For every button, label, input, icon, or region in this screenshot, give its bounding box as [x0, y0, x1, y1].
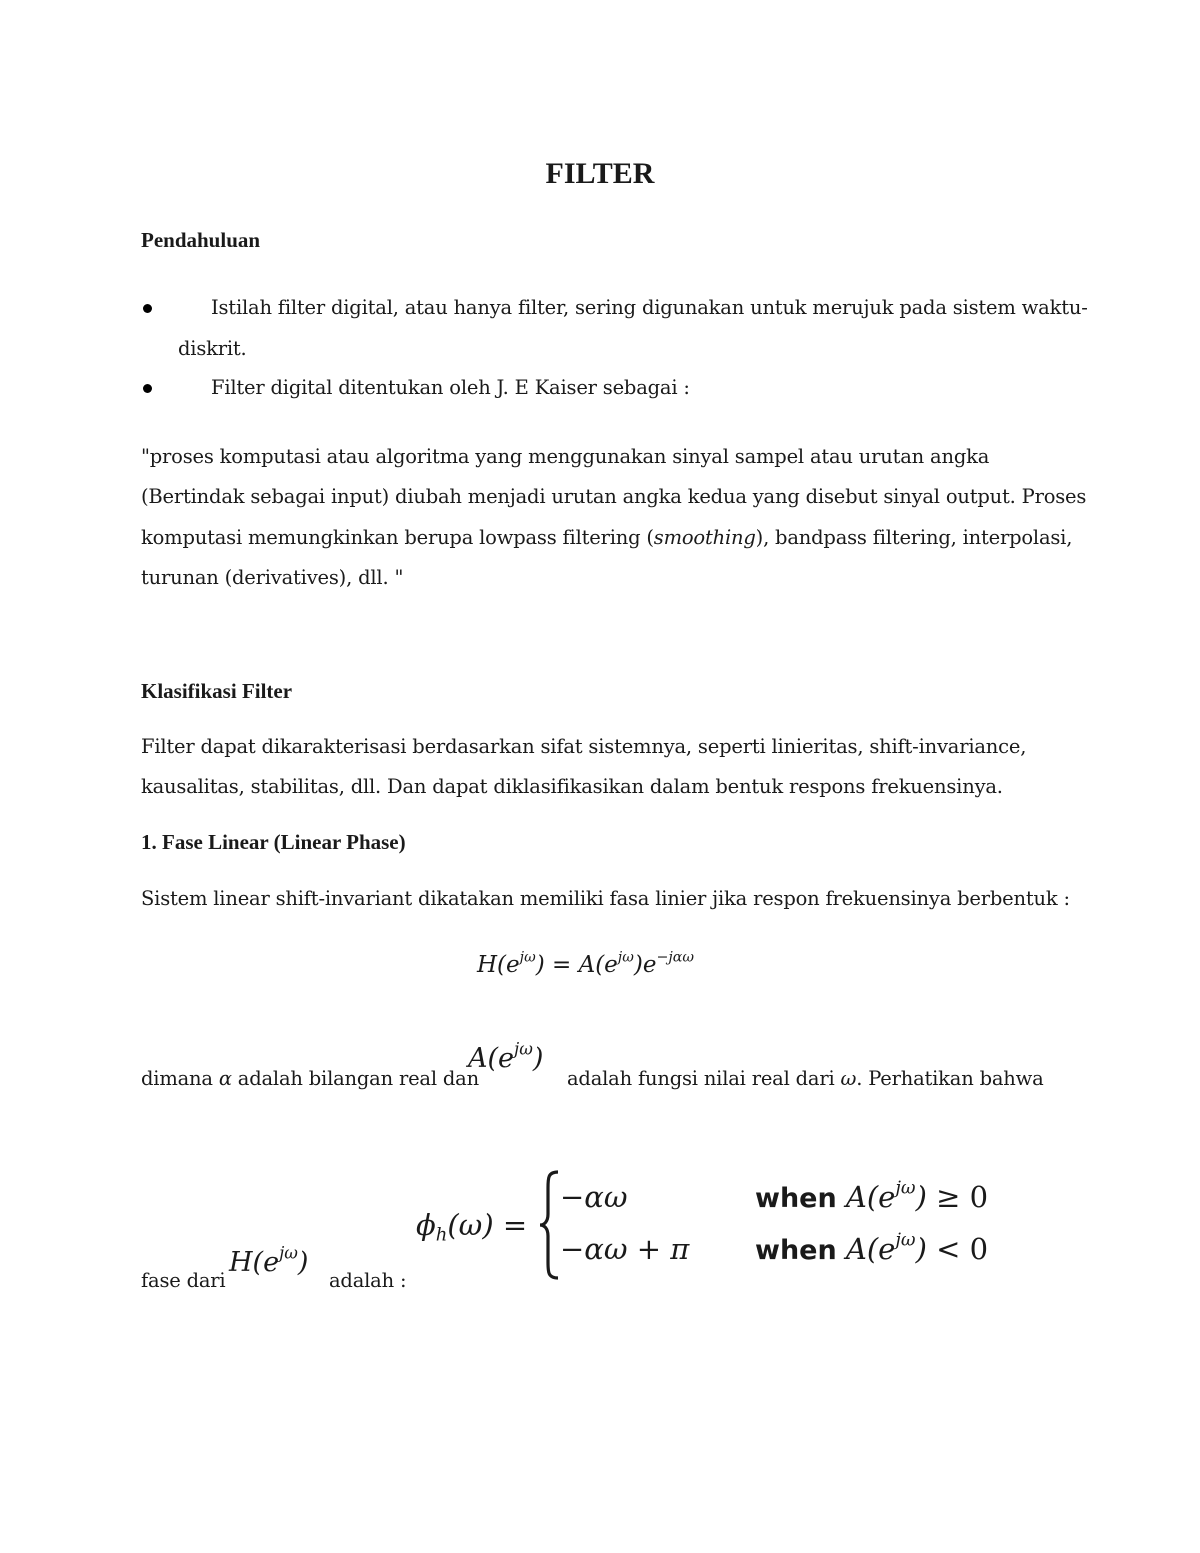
- linear-phase-para: Sistem linear shift-invariant dikatakan memiliki fasa linier jika respon frekuensinya berbentuk :: [141, 887, 1070, 910]
- quote-line-3-before: komputasi memungkinkan berupa lowpass filtering (: [141, 526, 654, 549]
- case-1-expression: −αω: [560, 1180, 628, 1214]
- bullet-1-line-2: diskrit.: [178, 337, 247, 360]
- quote-line-4: turunan (derivatives), dll. ": [141, 566, 404, 589]
- section-heading-pendahuluan: Pendahuluan: [141, 228, 261, 252]
- quote-line-3: [141, 525, 1072, 551]
- phase-text-after: adalah :: [329, 1269, 407, 1292]
- where-text-end: . Perhatikan bahwa: [856, 1067, 1044, 1090]
- where-line-continued: [567, 1066, 1044, 1092]
- frequency-response-inline: $H(e^{j\omega})$: [229, 1242, 309, 1278]
- left-brace-icon: [538, 1170, 560, 1280]
- bullet-icon: [143, 384, 152, 393]
- phase-text-before: fase dari: [141, 1269, 226, 1292]
- bullet-2-line-1: Filter digital ditentukan oleh J. E Kaiser sebagai :: [211, 376, 690, 399]
- amplitude-function-inline: $A(e^{j\omega})$: [468, 1038, 544, 1074]
- bullet-icon: [143, 304, 152, 313]
- section-heading-klasifikasi: Klasifikasi Filter: [141, 679, 293, 703]
- case-2-expression: −αω + π: [560, 1232, 690, 1266]
- quote-line-2: (Bertindak sebagai input) diubah menjadi urutan angka kedua yang disebut sinyal output. Proses: [141, 485, 1087, 508]
- where-line: [141, 1066, 479, 1092]
- alpha-symbol: α: [218, 1067, 232, 1090]
- classification-para-line-1: Filter dapat dikarakterisasi berdasarkan sifat sistemnya, seperti linieritas, shift-invariance,: [141, 735, 1027, 758]
- classification-para-line-2: kausalitas, stabilitas, dll. Dan dapat diklasifikasikan dalam bentuk respons frekuensinya.: [141, 775, 1003, 798]
- case-2-condition: when $A(e^{j\omega}) < 0$: [755, 1229, 989, 1266]
- case-1-condition: when $A(e^{j\omega}) \ge 0$: [755, 1177, 989, 1214]
- quote-line-1: "proses komputasi atau algoritma yang menggunakan sinyal sampel atau urutan angka: [141, 445, 990, 468]
- phase-function-lhs: $\phi_h(\omega)$ =: [416, 1208, 528, 1246]
- frequency-response-equation: $H(e^{j\omega}) = A(e^{j\omega})e^{-j\alpha\omega}$: [477, 949, 695, 978]
- where-text-after: adalah fungsi nilai real dari: [567, 1067, 841, 1090]
- where-text-mid: adalah bilangan real dan: [231, 1067, 479, 1090]
- section-heading-linear-phase: 1. Fase Linear (Linear Phase): [141, 830, 406, 854]
- bullet-1-line-1: Istilah filter digital, atau hanya filter, sering digunakan untuk merujuk pada sistem waktu-: [211, 296, 1088, 319]
- quote-line-3-after: ), bandpass filtering, interpolasi,: [755, 526, 1073, 549]
- document-title: FILTER: [545, 157, 655, 190]
- omega-symbol: ω: [840, 1067, 857, 1090]
- quote-italic-term: smoothing: [653, 526, 756, 549]
- where-text-before: dimana: [141, 1067, 219, 1090]
